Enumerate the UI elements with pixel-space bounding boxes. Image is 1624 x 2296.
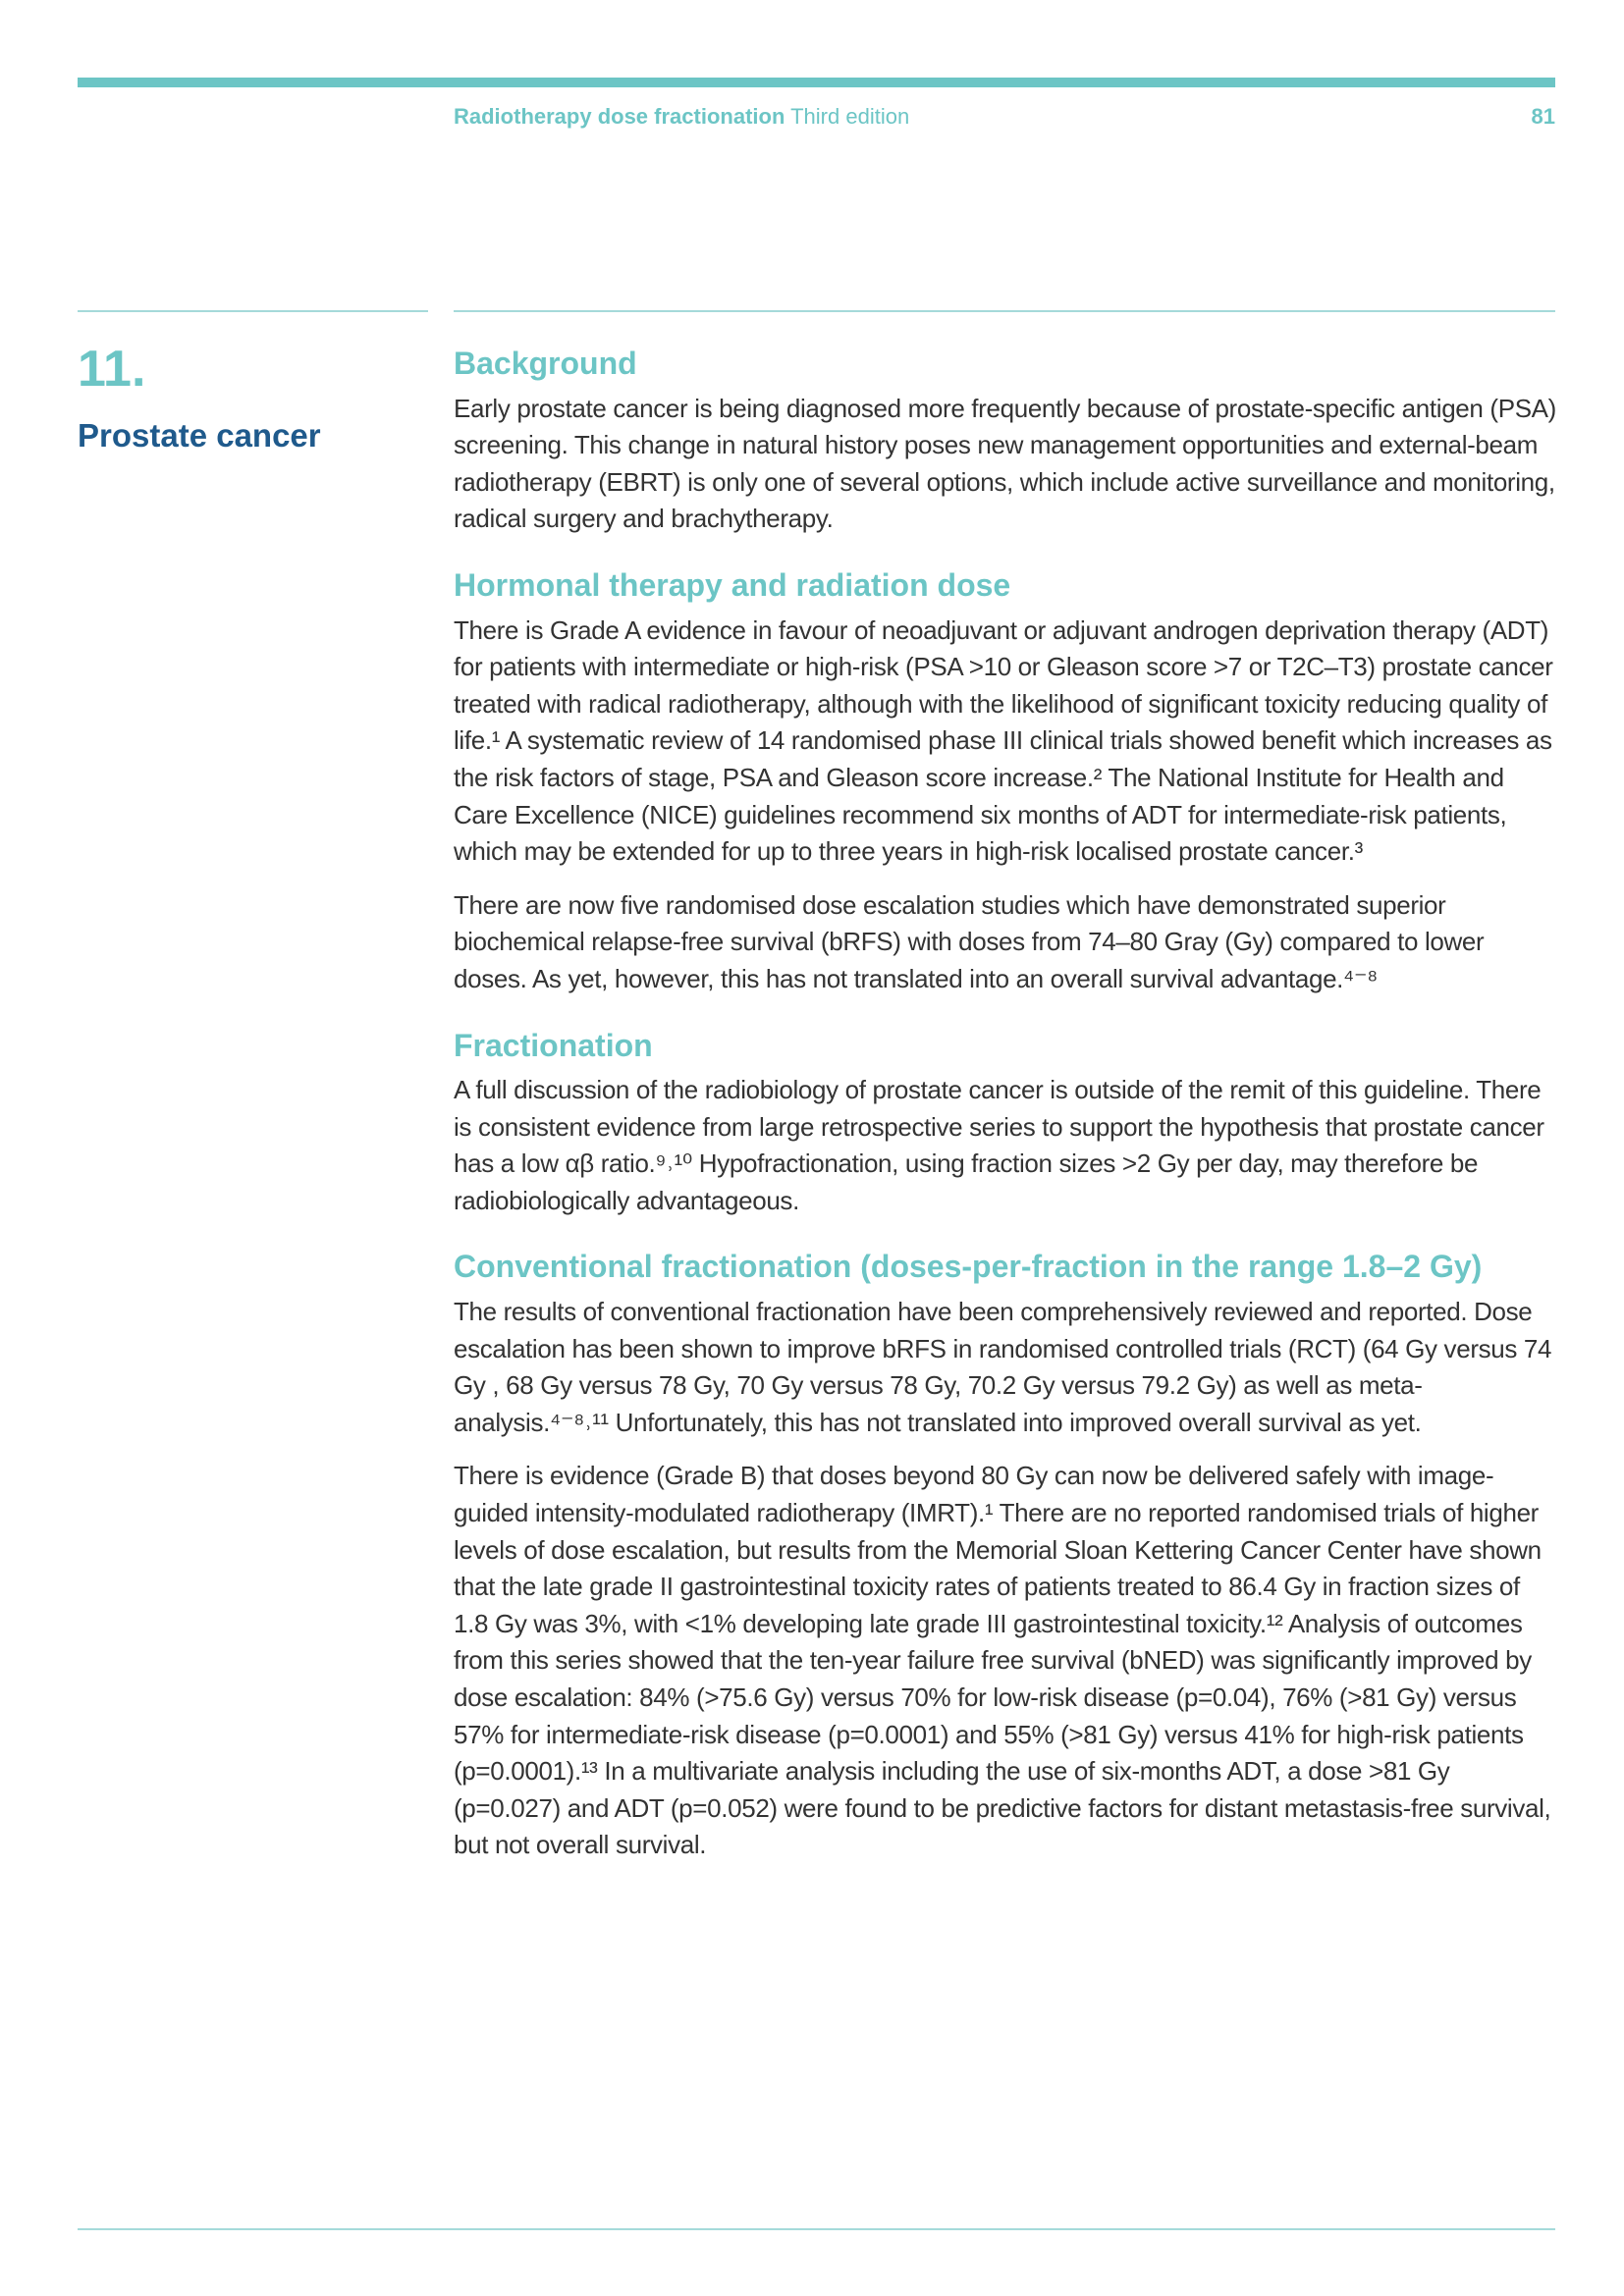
- chapter-title: Prostate cancer: [78, 417, 321, 454]
- footer-rule: [78, 2228, 1555, 2230]
- section-heading: Fractionation: [454, 1027, 653, 1063]
- paragraph: There is evidence (Grade B) that doses beyond 80 Gy can now be delivered safely with image-guided intensity-modulated radiotherapy (IMRT).¹ There are no reported randomised trials of higher levels of dose escalation, but results from the Memorial Sloan Kettering Cancer Center have shown that the late grade II gastrointestinal toxicity rates of patients treated to 86.4 Gy in fraction sizes of 1.8 Gy was 3%, with <1% developing late grade III gastrointestinal toxicity.¹² Analysis of outcomes from this series showed that the ten-year failure free survival (bNED) was significantly improved by dose escalation: 84% (>75.6 Gy) versus 70% for low-risk disease (p=0.04), 76% (>81 Gy) versus 57% for intermediate-risk disease (p=0.0001) and 55% (>81 Gy) versus 41% for high-risk patients (p=0.0001).¹³ In a multivariate analysis including the use of six-months ADT, a dose >81 Gy (p=0.027) and ADT (p=0.052) were found to be predictive factors for distant metastasis-free survival, but not overall survival.: [454, 1461, 1551, 1860]
- main-content: [454, 344, 1557, 1892]
- section-conventional-fractionation: [454, 1247, 1557, 1864]
- header-accent-bar: [78, 78, 1555, 87]
- page-number: 81: [1531, 104, 1555, 129]
- section-heading: Background: [454, 346, 637, 381]
- paragraph: There is Grade A evidence in favour of neoadjuvant or adjuvant androgen deprivation therapy (ADT) for patients with intermediate or high-risk (PSA >10 or Gleason score >7 or T2C–T3) prostate cancer treated with radical radiotherapy, although with the likelihood of significant toxicity reducing quality of life.¹ A systematic review of 14 randomised phase III clinical trials showed benefit which increases as the risk factors of stage, PSA and Gleason score increase.² The National Institute for Health and Care Excellence (NICE) guidelines recommend six months of ADT for intermediate-risk patients, which may be extended for up to three years in high-risk localised prostate cancer.³: [454, 614, 1553, 867]
- section-fractionation: [454, 1026, 1557, 1220]
- edition-label: Third edition: [790, 104, 910, 129]
- section-hormonal-therapy: [454, 565, 1557, 998]
- section-heading: Hormonal therapy and radiation dose: [454, 566, 1011, 603]
- document-title: Radiotherapy dose fractionation: [454, 104, 785, 129]
- paragraph: Early prostate cancer is being diagnosed more frequently because of prostate-specific antigen (PSA) screening. This change in natural history poses new management opportunities and external-beam radiotherapy (EBRT) is only one of several options, which include active surveillance and monitoring, radical surgery and brachytherapy.: [454, 393, 1556, 534]
- paragraph: The results of conventional fractionation have been comprehensively reviewed and reported. Dose escalation has been shown to improve bRFS in randomised controlled trials (RCT) (64 Gy versus 74 Gy , 68 Gy versus 78 Gy, 70 Gy versus 78 Gy, 70.2 Gy versus 79.2 Gy) as well as meta-analysis.⁴⁻⁸˒¹¹ Unfortunately, this has not translated into improved overall survival as yet.: [454, 1297, 1552, 1437]
- running-header: [454, 104, 909, 130]
- paragraph: There are now five randomised dose escalation studies which have demonstrated superior biochemical relapse-free survival (bRFS) with doses from 74–80 Gray (Gy) compared to lower doses. As yet, however, this has not translated into an overall survival advantage.⁴⁻⁸: [454, 889, 1485, 993]
- content-divider-rule: [454, 310, 1555, 312]
- chapter-number: 11.: [78, 341, 146, 398]
- section-background: [454, 344, 1557, 538]
- chapter-divider-rule: [78, 310, 428, 312]
- paragraph: A full discussion of the radiobiology of prostate cancer is outside of the remit of this guideline. There is consistent evidence from large retrospective series to support the hypothesis that prostate cancer has a low αβ ratio.⁹˒¹⁰ Hypofractionation, using fraction sizes >2 Gy per day, may therefore be radiobiologically advantageous.: [454, 1075, 1544, 1215]
- section-heading: Conventional fractionation (doses-per-fraction in the range 1.8–2 Gy): [454, 1249, 1483, 1285]
